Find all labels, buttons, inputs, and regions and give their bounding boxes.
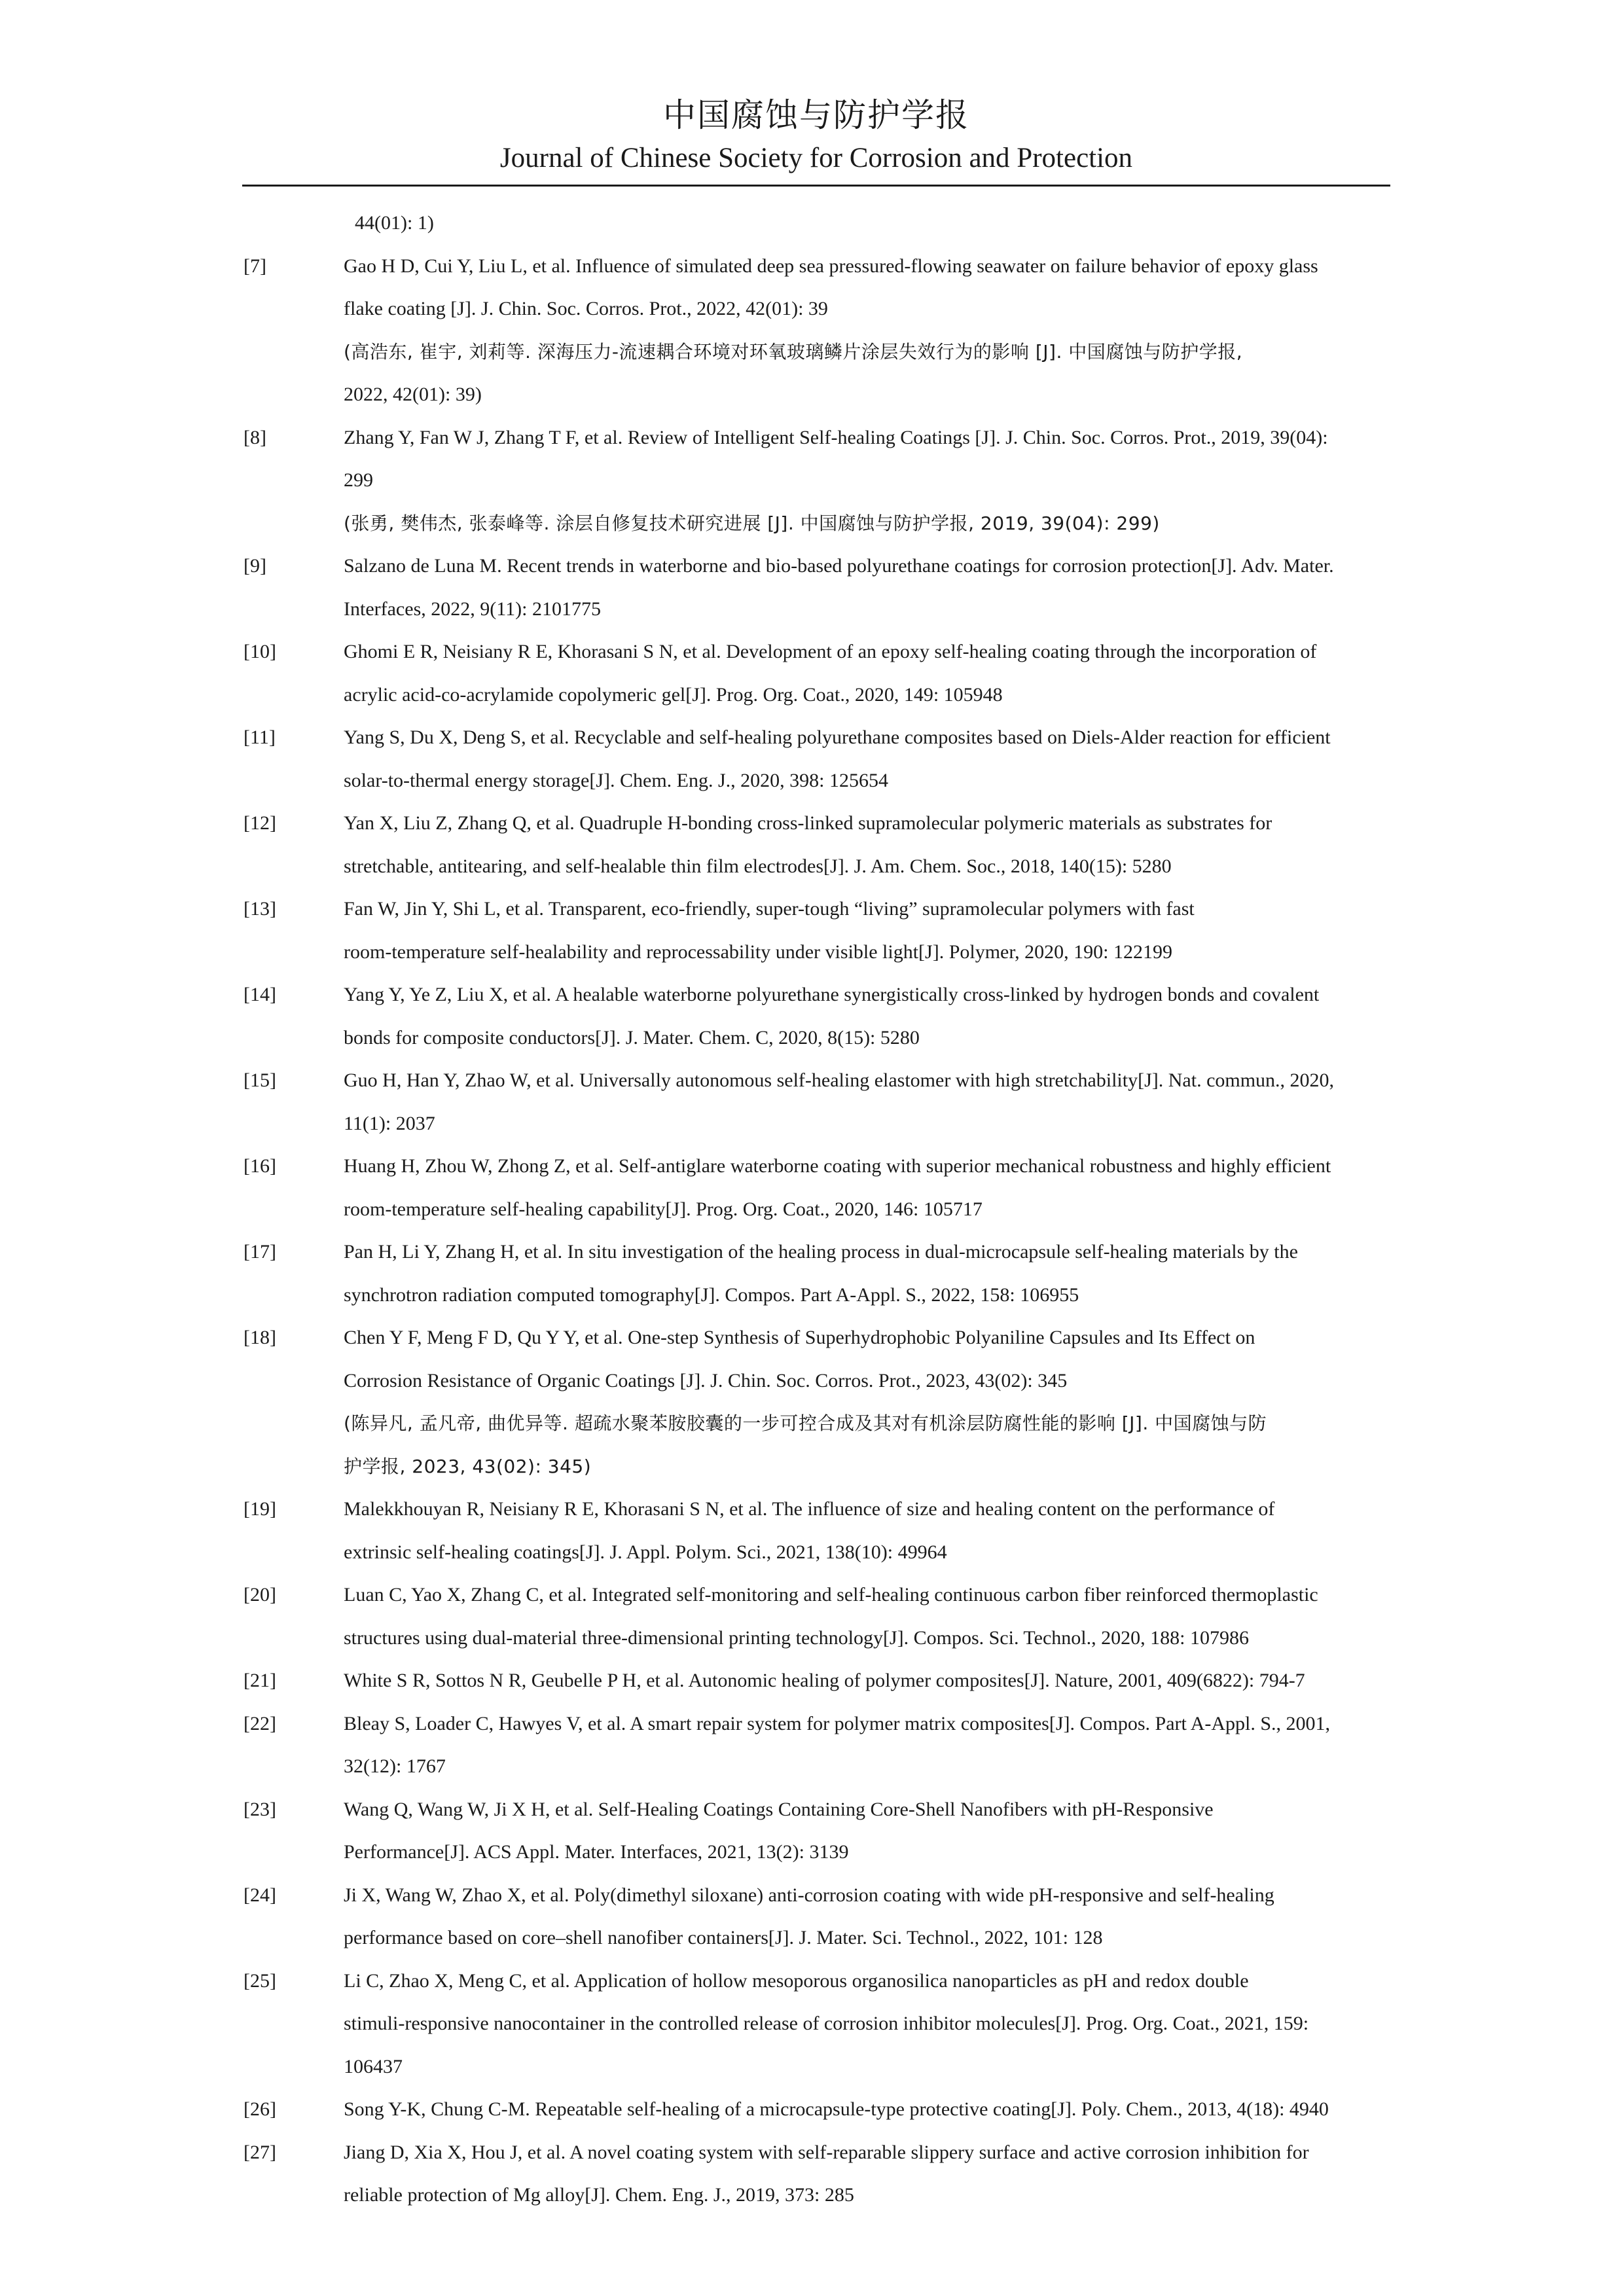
- reference-text: (高浩东, 崔宇, 刘莉等. 深海压力-流速耦合环境对环氧玻璃鳞片涂层失效行为的影响 [J]. 中国腐蚀与防护学报,: [344, 340, 1243, 363]
- reference-text: structures using dual-material three-dimensional printing technology[J]. Compos. Sci. Technol., 2020, 188: 107986: [344, 1626, 1249, 1649]
- reference-continuation-line: [244, 588, 1389, 631]
- reference-continuation-line: [244, 1831, 1389, 1874]
- journal-header: [242, 92, 1390, 178]
- reference-number: [15]: [244, 1069, 276, 1091]
- reference-text: Chen Y F, Meng F D, Qu Y Y, et al. One-step Synthesis of Superhydrophobic Polyaniline Capsules and Its Effect on: [344, 1327, 1255, 1348]
- reference-text: stimuli-responsive nanocontainer in the controlled release of corrosion inhibitor molecules[J]. Prog. Org. Coat., 2021, 159:: [344, 2013, 1309, 2034]
- reference-text: Interfaces, 2022, 9(11): 2101775: [344, 598, 601, 620]
- reference-continuation-line: [244, 1102, 1389, 1145]
- reference-text: extrinsic self‐healing coatings[J]. J. Appl. Polym. Sci., 2021, 138(10): 49964: [344, 1541, 947, 1563]
- reference-number: [12]: [244, 812, 276, 834]
- reference-continuation-line: [244, 1745, 1389, 1788]
- reference-entry: [244, 802, 1389, 845]
- reference-text: Guo H, Han Y, Zhao W, et al. Universally autonomous self-healing elastomer with high stretchability[J]. Nat. commun., 2020,: [344, 1069, 1335, 1091]
- reference-text: Salzano de Luna M. Recent trends in waterborne and bio-based polyurethane coatings for corrosion protection[J]. Adv. Mater.: [344, 555, 1334, 577]
- reference-number: [25]: [244, 1969, 276, 1992]
- reference-continuation-line: [244, 1359, 1389, 1403]
- reference-text: Corrosion Resistance of Organic Coatings [J]. J. Chin. Soc. Corros. Prot., 2023, 43(02): 345: [344, 1369, 1068, 1391]
- reference-number: [27]: [244, 2141, 276, 2163]
- reference-continuation-line: [244, 202, 1389, 245]
- reference-continuation-line: [244, 2002, 1389, 2045]
- reference-text: 44(01): 1): [355, 212, 434, 234]
- reference-text: 106437: [344, 2055, 403, 2077]
- reference-entry: [244, 1230, 1389, 1274]
- reference-text: reliable protection of Mg alloy[J]. Chem. Eng. J., 2019, 373: 285: [344, 2184, 854, 2206]
- reference-continuation-line: [244, 502, 1389, 545]
- reference-continuation-line: [244, 759, 1389, 802]
- reference-continuation-line: [244, 459, 1389, 502]
- reference-continuation-line: [244, 1016, 1389, 1060]
- reference-text: stretchable, antitearing, and self-healable thin film electrodes[J]. J. Am. Chem. Soc., 2018, 140(15): 5280: [344, 855, 1172, 877]
- reference-text: Ghomi E R, Neisiany R E, Khorasani S N, et al. Development of an epoxy self-healing coating through the incorporation of: [344, 641, 1317, 662]
- reference-entry: [244, 1960, 1389, 2003]
- reference-entry: [244, 1145, 1389, 1188]
- reference-text: Huang H, Zhou W, Zhong Z, et al. Self-antiglare waterborne coating with superior mechanical robustness and highly efficient: [344, 1155, 1331, 1177]
- reference-continuation-line: [244, 845, 1389, 888]
- reference-text: Fan W, Jin Y, Shi L, et al. Transparent, eco-friendly, super-tough “living” supramolecular polymers with fast: [344, 898, 1195, 920]
- reference-continuation-line: [244, 1188, 1389, 1231]
- reference-text: Luan C, Yao X, Zhang C, et al. Integrated self-monitoring and self-healing continuous carbon fiber reinforced thermoplastic: [344, 1584, 1318, 1605]
- reference-text: Li C, Zhao X, Meng C, et al. Application of hollow mesoporous organosilica nanoparticles as pH and redox double: [344, 1969, 1249, 1992]
- reference-text: White S R, Sottos N R, Geubelle P H, et al. Autonomic healing of polymer composites[J]. Nature, 2001, 409(6822): 794-7: [344, 1670, 1305, 1691]
- reference-continuation-line: [244, 1916, 1389, 1960]
- reference-entry: [244, 973, 1389, 1016]
- reference-number: [22]: [244, 1712, 276, 1734]
- reference-entry: [244, 416, 1389, 459]
- reference-number: [7]: [244, 255, 266, 277]
- reference-text: acrylic acid-co-acrylamide copolymeric gel[J]. Prog. Org. Coat., 2020, 149: 105948: [344, 683, 1003, 706]
- reference-entry: [244, 245, 1389, 288]
- reference-continuation-line: [244, 287, 1389, 331]
- reference-text: flake coating [J]. J. Chin. Soc. Corros. Prot., 2022, 42(01): 39: [344, 298, 828, 319]
- reference-number: [13]: [244, 898, 276, 920]
- reference-number: [21]: [244, 1670, 276, 1691]
- reference-text: bonds for composite conductors[J]. J. Mater. Chem. C, 2020, 8(15): 5280: [344, 1026, 920, 1049]
- reference-number: [24]: [244, 1884, 276, 1906]
- reference-entry: [244, 1659, 1389, 1702]
- reference-text: Gao H D, Cui Y, Liu L, et al. Influence of simulated deep sea pressured-flowing seawater on failure behavior of epoxy glass: [344, 255, 1318, 277]
- reference-text: 2022, 42(01): 39): [344, 384, 482, 405]
- reference-text: synchrotron radiation computed tomography[J]. Compos. Part A-Appl. S., 2022, 158: 106955: [344, 1283, 1079, 1306]
- reference-entry: [244, 2131, 1389, 2174]
- reference-continuation-line: [244, 931, 1389, 974]
- reference-text: Yang S, Du X, Deng S, et al. Recyclable and self-healing polyurethane composites based on Diels-Alder reaction for efficient: [344, 726, 1331, 748]
- journal-title-chinese: 中国腐蚀与防护学报: [663, 96, 969, 134]
- reference-number: [26]: [244, 2098, 276, 2120]
- reference-text: Song Y-K, Chung C-M. Repeatable self-healing of a microcapsule-type protective coating[J]. Poly. Chem., 2013, 4(18): 4940: [344, 2098, 1329, 2120]
- reference-text: 护学报, 2023, 43(02): 345): [344, 1455, 592, 1477]
- reference-text: solar-to-thermal energy storage[J]. Chem. Eng. J., 2020, 398: 125654: [344, 769, 889, 791]
- reference-text: Ji X, Wang W, Zhao X, et al. Poly(dimethyl siloxane) anti-corrosion coating with wide pH-responsive and self-healing: [344, 1884, 1274, 1906]
- reference-number: [19]: [244, 1498, 276, 1520]
- reference-text: (张勇, 樊伟杰, 张泰峰等. 涂层自修复技术研究进展 [J]. 中国腐蚀与防护学报, 2019, 39(04): 299): [344, 512, 1160, 534]
- reference-continuation-line: [244, 2174, 1389, 2217]
- reference-entry: [244, 545, 1389, 588]
- reference-continuation-line: [244, 673, 1389, 717]
- reference-text: 299: [344, 469, 373, 491]
- reference-entry: [244, 1702, 1389, 1746]
- reference-continuation-line: [244, 1402, 1389, 1445]
- reference-number: [17]: [244, 1241, 276, 1263]
- reference-entry: [244, 888, 1389, 931]
- reference-number: [23]: [244, 1798, 276, 1820]
- reference-number: [14]: [244, 984, 276, 1005]
- reference-continuation-line: [244, 331, 1389, 374]
- reference-entry: [244, 2088, 1389, 2131]
- reference-entry: [244, 1874, 1389, 1917]
- reference-number: [10]: [244, 641, 276, 662]
- reference-continuation-line: [244, 2045, 1389, 2089]
- reference-continuation-line: [244, 373, 1389, 416]
- reference-text: room-temperature self-healing capability[J]. Prog. Org. Coat., 2020, 146: 105717: [344, 1198, 983, 1220]
- reference-text: Yan X, Liu Z, Zhang Q, et al. Quadruple H-bonding cross-linked supramolecular polymeric materials as substrates for: [344, 812, 1272, 834]
- reference-number: [18]: [244, 1327, 276, 1348]
- reference-text: 32(12): 1767: [344, 1755, 446, 1777]
- reference-entry: [244, 1788, 1389, 1831]
- reference-entry: [244, 716, 1389, 759]
- reference-entry: [244, 630, 1389, 673]
- reference-continuation-line: [244, 1274, 1389, 1317]
- reference-text: Performance[J]. ACS Appl. Mater. Interfaces, 2021, 13(2): 3139: [344, 1841, 849, 1863]
- reference-continuation-line: [244, 1445, 1389, 1488]
- reference-text: (陈异凡, 孟凡帝, 曲优异等. 超疏水聚苯胺胶囊的一步可控合成及其对有机涂层防腐性能的影响 [J]. 中国腐蚀与防: [344, 1412, 1267, 1434]
- reference-continuation-line: [244, 1617, 1389, 1660]
- header-divider: [242, 185, 1390, 187]
- reference-number: [8]: [244, 426, 266, 448]
- reference-number: [16]: [244, 1155, 276, 1177]
- reference-number: [11]: [244, 726, 276, 748]
- reference-text: Wang Q, Wang W, Ji X H, et al. Self-Healing Coatings Containing Core-Shell Nanofibers with pH-Responsive: [344, 1798, 1214, 1820]
- reference-text: Bleay S, Loader C, Hawyes V, et al. A smart repair system for polymer matrix composites[J]. Compos. Part A-Appl. S., 2001,: [344, 1712, 1331, 1734]
- journal-title-english: Journal of Chinese Society for Corrosion and Protection: [499, 143, 1133, 173]
- reference-list: [244, 202, 1389, 2217]
- reference-text: 11(1): 2037: [344, 1112, 435, 1134]
- reference-text: Yang Y, Ye Z, Liu X, et al. A healable waterborne polyurethane synergistically cross-linked by hydrogen bonds and covalent: [344, 984, 1320, 1005]
- reference-text: performance based on core–shell nanofiber containers[J]. J. Mater. Sci. Technol., 2022, 101: 128: [344, 1927, 1103, 1948]
- reference-text: Zhang Y, Fan W J, Zhang T F, et al. Review of Intelligent Self-healing Coatings [J]. J. Chin. Soc. Corros. Prot., 2019, 39(04):: [344, 426, 1328, 448]
- reference-text: room-temperature self-healability and reprocessability under visible light[J]. Polymer, 2020, 190: 122199: [344, 941, 1172, 963]
- reference-entry: [244, 1488, 1389, 1531]
- reference-text: Jiang D, Xia X, Hou J, et al. A novel coating system with self-reparable slippery surface and active corrosion inhibition for: [344, 2141, 1309, 2163]
- reference-text: Malekkhouyan R, Neisiany R E, Khorasani S N, et al. The influence of size and healing content on the performance of: [344, 1498, 1275, 1520]
- reference-entry: [244, 1316, 1389, 1359]
- reference-text: Pan H, Li Y, Zhang H, et al. In situ investigation of the healing process in dual-microcapsule self-healing materials by the: [344, 1241, 1298, 1263]
- reference-continuation-line: [244, 1531, 1389, 1574]
- reference-entry: [244, 1059, 1389, 1102]
- reference-number: [20]: [244, 1584, 276, 1605]
- reference-entry: [244, 1573, 1389, 1617]
- reference-number: [9]: [244, 555, 266, 577]
